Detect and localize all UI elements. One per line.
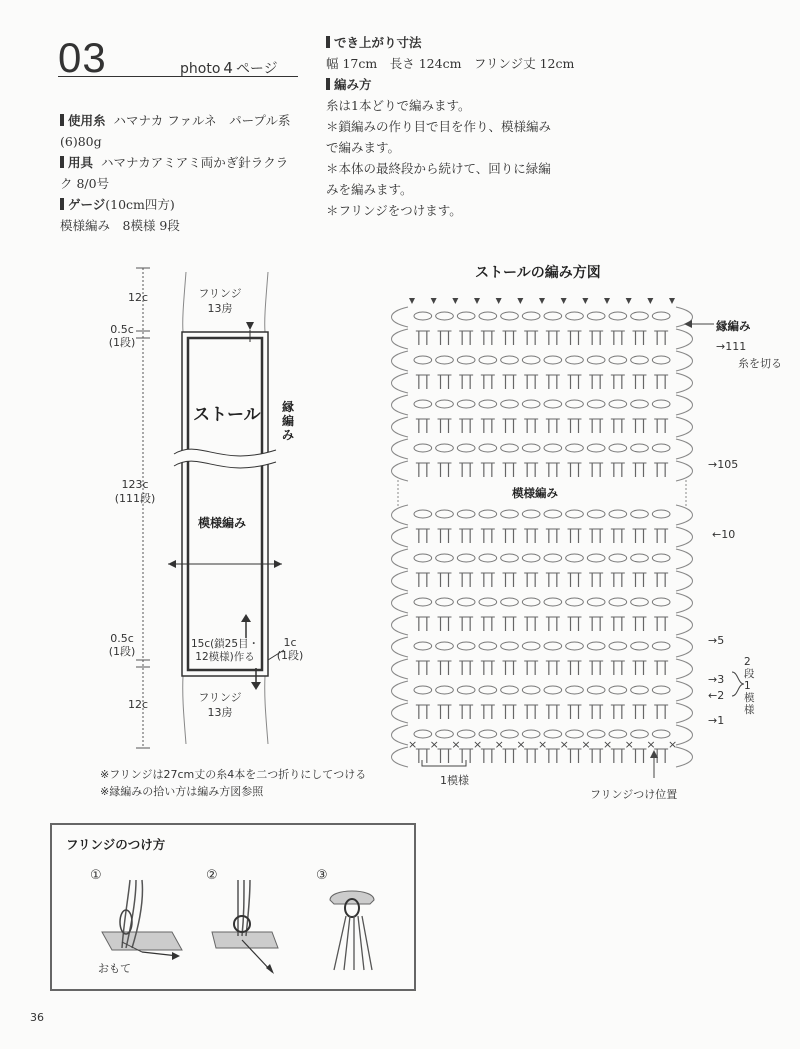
gauge-label: ゲージ	[60, 197, 105, 212]
edge-scallop-left	[392, 637, 409, 657]
row-5-num: 5	[717, 634, 725, 647]
chain-arch	[544, 730, 562, 738]
start-chain-1: 15c(鎖25目・	[190, 638, 260, 650]
edge-scallop-left	[392, 307, 409, 327]
chain-arch	[587, 686, 605, 694]
chain-arch	[609, 554, 627, 562]
chain-arch	[652, 642, 670, 650]
chain-arch	[587, 598, 605, 606]
fringe-step1-illustration	[102, 880, 182, 960]
top-border-cm: 0.5c	[110, 323, 134, 336]
chain-arch	[522, 356, 540, 364]
edge-scallop-right	[676, 505, 693, 525]
chain-arch	[522, 312, 540, 320]
gauge-unit: (10cm四方)	[105, 197, 175, 212]
chain-arch	[652, 686, 670, 694]
border-marker	[517, 298, 523, 304]
chain-arch	[544, 598, 562, 606]
border-marker	[474, 298, 480, 304]
sc-cross: ×	[646, 738, 656, 751]
body-length-rows: (111段)	[114, 492, 156, 505]
chain-arch	[522, 642, 540, 650]
chain-arch	[652, 554, 670, 562]
chain-arch	[544, 356, 562, 364]
top-fringe-label	[190, 286, 250, 316]
chain-arch	[566, 642, 584, 650]
top-border-rows: (1段)	[108, 336, 136, 349]
edge-scallop-left	[392, 703, 409, 723]
chain-arch	[457, 444, 475, 452]
row-105-num: 105	[717, 458, 739, 471]
border-marker	[561, 298, 567, 304]
top-fringe-count: 13房	[207, 302, 233, 315]
row-3: →3	[708, 673, 725, 686]
note-fringe: ※フリンジは27cm丈の糸4本を二つ折りにしてつける	[100, 768, 367, 781]
border-label-vertical: 縁編み	[282, 400, 295, 442]
border-marker	[647, 298, 653, 304]
border-arrow-head	[684, 320, 692, 328]
edge-scallop-right	[676, 351, 693, 371]
finished-value: 幅 17cm 長さ 124cm フリンジ丈 12cm	[326, 56, 575, 71]
chain-arch	[436, 510, 454, 518]
chain-arch	[652, 444, 670, 452]
chain-arch	[414, 510, 432, 518]
edge-scallop-right	[676, 637, 693, 657]
chain-arch	[436, 356, 454, 364]
bottom-fringe-count: 13房	[207, 706, 233, 719]
fringe-howto-title: フリンジのつけ方	[66, 837, 166, 852]
side-border-dim	[272, 636, 308, 662]
row-1-num: 1	[717, 714, 725, 727]
chain-arch	[479, 312, 497, 320]
edge-scallop-left	[392, 395, 409, 415]
chain-arch	[566, 312, 584, 320]
chain-arch	[501, 356, 519, 364]
bottom-border-cm: 0.5c	[110, 632, 134, 645]
chain-arch	[501, 598, 519, 606]
tool-label: 用具	[60, 155, 93, 170]
edge-scallop-right	[676, 439, 693, 459]
border-marker	[582, 298, 588, 304]
chain-arch	[501, 730, 519, 738]
chain-arch	[436, 444, 454, 452]
chain-arch	[587, 642, 605, 650]
step-2: ②	[206, 868, 218, 883]
chain-arch	[457, 686, 475, 694]
edge-scallop-left	[392, 417, 409, 437]
sc-cross: ×	[408, 738, 418, 751]
row-105: →105	[708, 458, 739, 471]
edge-scallop-left	[392, 351, 409, 371]
stole-label: ストール	[193, 405, 261, 425]
chain-arch	[587, 312, 605, 320]
chain-arch	[566, 400, 584, 408]
chain-arch	[501, 444, 519, 452]
pattern-number: 03	[58, 34, 107, 81]
chain-arch	[587, 730, 605, 738]
side-border-rows: (1段)	[276, 649, 304, 662]
edge-scallop-left	[392, 549, 409, 569]
edge-scallop-left	[392, 571, 409, 591]
repeat-bracket	[422, 760, 466, 766]
chain-arch	[414, 312, 432, 320]
edge-scallop-right	[676, 703, 693, 723]
page-number: 36	[30, 1011, 44, 1024]
chain-arch	[587, 444, 605, 452]
border-marker	[409, 298, 415, 304]
chain-arch	[479, 730, 497, 738]
chain-arch	[414, 598, 432, 606]
edge-scallop-right	[676, 329, 693, 349]
chain-arch	[436, 686, 454, 694]
chain-arch	[566, 598, 584, 606]
fringe-position-label: フリンジつけ位置	[590, 788, 678, 801]
edge-scallop-right	[676, 615, 693, 635]
chain-arch	[479, 400, 497, 408]
fringe-step2-illustration	[212, 880, 278, 974]
tool-value-2: ク 8/0号	[60, 176, 110, 191]
chain-arch	[566, 444, 584, 452]
edge-scallop-left	[392, 747, 409, 767]
two-rows-one-repeat: 2段1模様	[744, 656, 755, 716]
fringe-illustrations	[52, 860, 410, 984]
border-marker	[496, 298, 502, 304]
border-marker	[669, 298, 675, 304]
border-marker	[604, 298, 610, 304]
chain-arch	[631, 642, 649, 650]
top-fringe-text: フリンジ	[198, 287, 242, 300]
chain-arch	[457, 730, 475, 738]
edge-scallop-right	[676, 571, 693, 591]
chain-arch	[631, 510, 649, 518]
tool-value: ハマナカアミアミ両かぎ針ラクラ	[101, 155, 289, 170]
chain-arch	[609, 598, 627, 606]
chain-arch	[501, 686, 519, 694]
photo-suffix: ページ	[235, 61, 278, 77]
chain-arch	[457, 598, 475, 606]
chain-arch	[479, 510, 497, 518]
chain-arch	[631, 312, 649, 320]
cut-yarn-label: 糸を切る	[738, 357, 782, 370]
chain-arch	[457, 510, 475, 518]
chain-arch	[457, 554, 475, 562]
chain-arch	[457, 312, 475, 320]
chain-arch	[544, 444, 562, 452]
sc-cross: ×	[668, 738, 678, 751]
sc-cross: ×	[516, 738, 526, 751]
chain-arch	[544, 510, 562, 518]
edge-scallop-right	[676, 395, 693, 415]
bottom-fringe-text: フリンジ	[198, 691, 242, 704]
edge-scallop-right	[676, 527, 693, 547]
row-1: →1	[708, 714, 725, 727]
chain-arch	[479, 554, 497, 562]
chain-arch	[609, 730, 627, 738]
chain-arch	[457, 356, 475, 364]
gauge-value: 模様編み 8模様 9段	[60, 218, 180, 233]
chain-arch	[631, 554, 649, 562]
edge-scallop-left	[392, 505, 409, 525]
photo-label: photo	[180, 61, 221, 77]
yarn-label: 使用糸	[60, 113, 106, 128]
chain-arch	[566, 554, 584, 562]
chain-arch	[436, 642, 454, 650]
top-border-dim	[100, 323, 144, 349]
edge-scallop-right	[676, 373, 693, 393]
chain-arch	[544, 400, 562, 408]
chain-arch	[414, 686, 432, 694]
method-line: で編みます。	[326, 140, 401, 155]
crochet-chart	[370, 290, 790, 810]
chain-arch	[652, 356, 670, 364]
chain-arch	[479, 444, 497, 452]
chain-arch	[414, 554, 432, 562]
chain-arch	[609, 400, 627, 408]
chain-arch	[544, 554, 562, 562]
chain-arch	[436, 312, 454, 320]
chain-arch	[631, 730, 649, 738]
edge-scallop-right	[676, 549, 693, 569]
chain-arch	[501, 400, 519, 408]
sc-cross: ×	[624, 738, 634, 751]
chain-arch	[609, 642, 627, 650]
edge-scallop-right	[676, 593, 693, 613]
chain-arch	[414, 356, 432, 364]
repeat-label: 1模様	[440, 774, 469, 787]
chain-arch	[566, 356, 584, 364]
chain-arch	[414, 642, 432, 650]
photo-reference	[180, 58, 278, 78]
chain-arch	[587, 554, 605, 562]
chain-arch	[414, 444, 432, 452]
row-10: ←10	[712, 528, 736, 541]
edge-scallop-left	[392, 593, 409, 613]
chain-arch	[501, 510, 519, 518]
chain-arch	[544, 312, 562, 320]
bottom-fringe-dim: 12c	[128, 698, 149, 711]
edge-scallop-left	[392, 461, 409, 481]
chain-arch	[436, 554, 454, 562]
chain-arch	[609, 510, 627, 518]
chain-arch	[631, 400, 649, 408]
row-2: ←2	[708, 689, 725, 702]
chain-arch	[522, 598, 540, 606]
chain-arch	[522, 510, 540, 518]
row-3-num: 3	[717, 673, 725, 686]
edge-scallop-right	[676, 725, 693, 745]
note-border: ※縁編みの拾い方は編み方図参照	[100, 785, 264, 798]
chain-arch	[501, 312, 519, 320]
side-border-cm: 1c	[283, 636, 297, 649]
chain-arch	[652, 312, 670, 320]
step-1: ①	[90, 868, 102, 883]
chain-arch	[414, 730, 432, 738]
edge-scallop-right	[676, 461, 693, 481]
edge-scallop-left	[392, 659, 409, 679]
row-111: →111	[716, 340, 747, 353]
chain-arch	[652, 598, 670, 606]
chain-arch	[587, 400, 605, 408]
method-line: ＊鎖編みの作り目で目を作り、模様編み	[326, 119, 552, 134]
right-side-label: おもて	[98, 962, 131, 975]
chain-arch	[436, 400, 454, 408]
row-5: →5	[708, 634, 725, 647]
edge-scallop-left	[392, 681, 409, 701]
two-row-bracket	[732, 672, 744, 696]
chain-arch	[522, 400, 540, 408]
start-chain-2: 12模様)作る	[195, 651, 255, 663]
yarn-value-2: (6)80g	[60, 134, 102, 149]
border-marker	[539, 298, 545, 304]
edge-scallop-right	[676, 417, 693, 437]
finished-label: でき上がり寸法	[326, 32, 576, 53]
sc-cross: ×	[559, 738, 569, 751]
chain-arch	[501, 554, 519, 562]
yarn-value: ハマナカ ファルネ パープル系	[113, 113, 291, 128]
chain-arch	[652, 510, 670, 518]
chain-arch	[609, 686, 627, 694]
sc-cross: ×	[451, 738, 461, 751]
edge-scallop-left	[392, 725, 409, 745]
sc-cross: ×	[429, 738, 439, 751]
chain-arch	[479, 686, 497, 694]
method-label: 編み方	[326, 74, 576, 95]
chain-arch	[587, 510, 605, 518]
method-line: みを編みます。	[326, 182, 413, 197]
method-line: ＊本体の最終段から続けて、回りに緑編	[326, 161, 551, 176]
method-line: 糸は1本どりで編みます。	[326, 98, 471, 113]
chart-border-label: 縁編み	[716, 319, 751, 333]
chain-arch	[566, 730, 584, 738]
chain-arch	[479, 598, 497, 606]
edge-scallop-left	[392, 373, 409, 393]
row-111-num: 111	[725, 340, 747, 353]
chain-arch	[566, 510, 584, 518]
sc-cross: ×	[603, 738, 613, 751]
chain-arch	[544, 642, 562, 650]
sc-cross: ×	[538, 738, 548, 751]
edge-scallop-left	[392, 527, 409, 547]
bottom-border-rows: (1段)	[108, 645, 136, 658]
chart-pattern-label: 模様編み	[512, 486, 558, 500]
sc-cross: ×	[473, 738, 483, 751]
step-3: ③	[316, 868, 328, 883]
sc-cross: ×	[494, 738, 504, 751]
chain-arch	[609, 356, 627, 364]
chain-arch	[631, 356, 649, 364]
edge-scallop-left	[392, 439, 409, 459]
pattern-label: 模様編み	[198, 516, 247, 530]
chain-arch	[457, 642, 475, 650]
chart-title: ストールの編み方図	[475, 265, 601, 281]
chain-arch	[436, 730, 454, 738]
chain-arch	[544, 686, 562, 694]
chain-arch	[609, 444, 627, 452]
chain-arch	[522, 686, 540, 694]
sc-cross: ×	[581, 738, 591, 751]
chain-arch	[587, 356, 605, 364]
chain-arch	[609, 312, 627, 320]
photo-page: 4	[223, 59, 233, 77]
chain-arch	[522, 444, 540, 452]
chain-arch	[479, 356, 497, 364]
body-length-dim	[110, 478, 160, 506]
chain-arch	[631, 598, 649, 606]
body-length-cm: 123c	[121, 478, 149, 491]
chain-arch	[457, 400, 475, 408]
chain-arch	[501, 642, 519, 650]
edge-scallop-left	[392, 329, 409, 349]
row-2-num: 2	[717, 689, 725, 702]
bottom-border-dim	[100, 632, 144, 658]
start-chain-label	[186, 638, 264, 664]
chain-arch	[479, 642, 497, 650]
edge-scallop-left	[392, 615, 409, 635]
fringe-step3-illustration	[330, 891, 374, 970]
edge-scallop-right	[676, 681, 693, 701]
chain-arch	[566, 686, 584, 694]
edge-scallop-right	[676, 659, 693, 679]
chain-arch	[414, 400, 432, 408]
chain-arch	[522, 730, 540, 738]
chain-arch	[652, 730, 670, 738]
border-marker	[452, 298, 458, 304]
method-block	[326, 32, 576, 221]
border-marker	[431, 298, 437, 304]
method-line: ＊フリンジをつけます。	[326, 203, 462, 218]
chain-arch	[631, 444, 649, 452]
chain-arch	[522, 554, 540, 562]
chain-arch	[436, 598, 454, 606]
chain-arch	[652, 400, 670, 408]
bottom-fringe-label	[190, 690, 250, 720]
border-marker	[626, 298, 632, 304]
materials-block	[60, 110, 310, 236]
edge-scallop-right	[676, 747, 693, 767]
top-fringe-dim: 12c	[128, 291, 149, 304]
chain-arch	[631, 686, 649, 694]
row-10-num: 10	[721, 528, 736, 541]
